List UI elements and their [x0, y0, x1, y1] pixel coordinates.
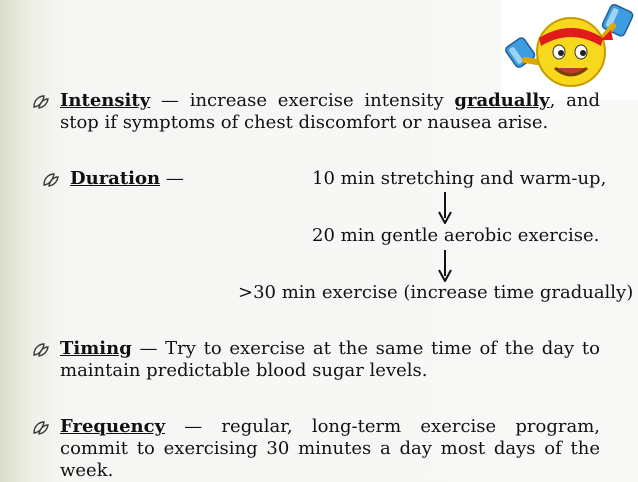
intensity-rest: , and stop if symptoms of chest discomfort or nausea arise.: [60, 90, 600, 133]
down-arrow-icon: [438, 250, 452, 282]
duration-step-1: 10 min stretching and warm-up,: [312, 168, 607, 189]
duration-term: Duration: [70, 168, 161, 189]
duration-step-3: >30 min exercise (increase time gradually): [238, 282, 634, 303]
bullet-frequency: [32, 416, 600, 481]
double-leaf-bullet-icon: [42, 171, 60, 189]
duration-step-2: 20 min gentle aerobic exercise.: [312, 225, 600, 246]
timing-text: [60, 338, 600, 382]
frequency-text: [60, 416, 600, 482]
bullet-intensity: [32, 90, 600, 136]
duration-dash: —: [160, 168, 184, 189]
smiley-weightlifting-icon: [501, 0, 638, 100]
double-leaf-bullet-icon: [32, 419, 50, 437]
intensity-term: Intensity: [60, 90, 151, 111]
down-arrow-icon: [438, 192, 452, 224]
intensity-dash: — increase exercise intensity: [150, 90, 455, 111]
bullet-timing: [32, 338, 600, 384]
timing-rest: — Try to exercise at the same time of the day to maintain predictable blood sugar levels.: [60, 338, 600, 381]
intensity-emph: gradually: [454, 90, 550, 111]
bullet-duration: [42, 168, 192, 190]
double-leaf-bullet-icon: [32, 341, 50, 359]
frequency-rest: — regular, long-term exercise program, commit to exercising 30 minutes a day most days of the week.: [60, 416, 600, 481]
intensity-text: [60, 90, 600, 134]
frequency-term: Frequency: [60, 416, 166, 437]
double-leaf-bullet-icon: [32, 93, 50, 111]
duration-heading: [70, 168, 184, 190]
timing-term: Timing: [60, 338, 132, 359]
